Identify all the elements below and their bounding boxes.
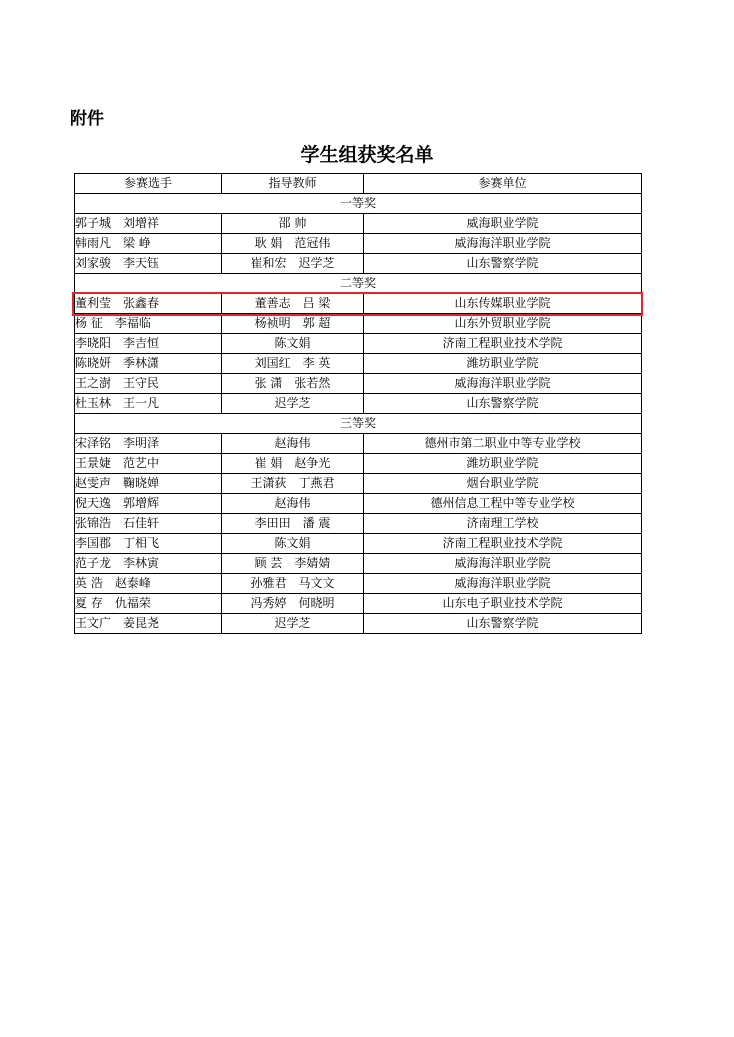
student-name: 王守民 <box>123 376 160 390</box>
teachers-cell <box>222 254 364 274</box>
organization-cell: 济南理工学校 <box>364 514 642 534</box>
table-row <box>75 554 642 574</box>
student-name: 姜昆尧 <box>123 616 160 630</box>
teacher-name: 张若然 <box>294 376 331 390</box>
teacher-name: 潘 震 <box>302 516 331 530</box>
student-name: 李国郡 <box>75 536 112 550</box>
student-name: 王文广 <box>75 616 112 630</box>
teacher-name: 范冠伟 <box>294 236 331 250</box>
teacher-name: 张 潇 <box>254 376 283 390</box>
table-header <box>75 174 642 194</box>
teacher-name: 董善志 <box>254 296 291 310</box>
section-row <box>75 274 642 294</box>
table-body <box>75 194 642 634</box>
teachers-cell <box>222 574 364 594</box>
teacher-name: 马文文 <box>298 576 335 590</box>
teacher-name: 赵海伟 <box>274 496 311 510</box>
teachers-cell <box>222 354 364 374</box>
teacher-name: 陈文娟 <box>274 336 311 350</box>
student-name: 梁 峥 <box>123 236 151 250</box>
student-name: 王景婕 <box>75 456 112 470</box>
teacher-name: 丁燕君 <box>298 476 335 490</box>
students-cell <box>75 394 222 414</box>
teacher-name: 吕 梁 <box>302 296 331 310</box>
student-name: 张锦浩 <box>75 516 112 530</box>
teacher-name: 赵海伟 <box>274 436 311 450</box>
section-label: 二等奖 <box>75 274 642 294</box>
teachers-cell <box>222 494 364 514</box>
teacher-name: 王潇荻 <box>250 476 287 490</box>
student-name: 倪天逸 <box>75 496 112 510</box>
students-cell <box>75 354 222 374</box>
organization-cell: 威海海洋职业学院 <box>364 234 642 254</box>
organization-cell: 威海海洋职业学院 <box>364 374 642 394</box>
teacher-name: 邵 帅 <box>278 216 307 230</box>
table-row <box>75 234 642 254</box>
teachers-cell <box>222 594 364 614</box>
table-row <box>75 354 642 374</box>
section-label: 一等奖 <box>75 194 642 214</box>
student-name: 李晓阳 <box>75 336 112 350</box>
organization-cell: 烟台职业学院 <box>364 474 642 494</box>
organization-cell: 山东警察学院 <box>364 254 642 274</box>
student-name: 季林潇 <box>123 356 160 370</box>
student-name: 李天钰 <box>123 256 160 270</box>
students-cell <box>75 474 222 494</box>
teachers-cell <box>222 614 364 634</box>
teacher-name: 孙雅君 <box>250 576 287 590</box>
students-cell <box>75 614 222 634</box>
student-name: 李吉恒 <box>123 336 160 350</box>
table-row <box>75 294 642 314</box>
students-cell <box>75 434 222 454</box>
student-name: 赵雯声 <box>75 476 112 490</box>
award-table <box>74 173 642 634</box>
student-name: 董利莹 <box>75 296 112 310</box>
student-name: 郭增辉 <box>123 496 160 510</box>
table-row <box>75 594 642 614</box>
student-name: 夏 存 <box>75 596 103 610</box>
student-name: 郭子城 <box>75 216 112 230</box>
teachers-cell <box>222 514 364 534</box>
student-name: 仇福荣 <box>114 596 151 610</box>
table-row <box>75 494 642 514</box>
students-cell <box>75 234 222 254</box>
teacher-name: 李田田 <box>254 516 291 530</box>
attachment-label: 附件 <box>70 109 104 129</box>
table-row <box>75 454 642 474</box>
students-cell <box>75 214 222 234</box>
student-name: 李明泽 <box>123 436 160 450</box>
page-title: 学生组获奖名单 <box>300 144 434 166</box>
teachers-cell <box>222 454 364 474</box>
students-cell <box>75 454 222 474</box>
students-cell <box>75 554 222 574</box>
organization-cell: 济南工程职业技术学院 <box>364 334 642 354</box>
teacher-name: 刘国红 <box>254 356 291 370</box>
header-students: 参赛选手 <box>75 174 222 194</box>
organization-cell: 威海职业学院 <box>364 214 642 234</box>
table-row <box>75 574 642 594</box>
teacher-name: 何晓明 <box>298 596 335 610</box>
student-name: 张鑫春 <box>123 296 160 310</box>
teachers-cell <box>222 294 364 314</box>
teachers-cell <box>222 334 364 354</box>
header-teachers: 指导教师 <box>222 174 364 194</box>
student-name: 刘家骏 <box>75 256 112 270</box>
student-name: 王之澍 <box>75 376 112 390</box>
student-name: 石佳轩 <box>123 516 160 530</box>
teachers-cell <box>222 314 364 334</box>
students-cell <box>75 494 222 514</box>
organization-cell: 威海海洋职业学院 <box>364 554 642 574</box>
student-name: 杜玉林 <box>75 396 112 410</box>
table-row <box>75 374 642 394</box>
teacher-name: 崔 娟 <box>254 456 283 470</box>
organization-cell: 德州信息工程中等专业学校 <box>364 494 642 514</box>
table-row <box>75 614 642 634</box>
student-name: 杨 征 <box>75 316 103 330</box>
header-row <box>75 174 642 194</box>
teachers-cell <box>222 234 364 254</box>
student-name: 范艺中 <box>123 456 160 470</box>
teachers-cell <box>222 214 364 234</box>
organization-cell: 德州市第二职业中等专业学校 <box>364 434 642 454</box>
teachers-cell <box>222 374 364 394</box>
section-label: 三等奖 <box>75 414 642 434</box>
student-name: 范子龙 <box>75 556 112 570</box>
header-organization: 参赛单位 <box>364 174 642 194</box>
table-row <box>75 214 642 234</box>
table-row <box>75 334 642 354</box>
table-row <box>75 394 642 414</box>
students-cell <box>75 334 222 354</box>
students-cell <box>75 574 222 594</box>
student-name: 刘增祥 <box>123 216 160 230</box>
students-cell <box>75 314 222 334</box>
student-name: 李福临 <box>114 316 151 330</box>
teacher-name: 顾 芸 <box>254 556 283 570</box>
student-name: 韩雨凡 <box>75 236 112 250</box>
section-row <box>75 414 642 434</box>
table-row <box>75 514 642 534</box>
organization-cell: 潍坊职业学院 <box>364 354 642 374</box>
organization-cell: 山东电子职业技术学院 <box>364 594 642 614</box>
student-name: 李林寅 <box>123 556 160 570</box>
teacher-name: 陈文娟 <box>274 536 311 550</box>
teachers-cell <box>222 534 364 554</box>
teacher-name: 赵争光 <box>294 456 331 470</box>
students-cell <box>75 514 222 534</box>
student-name: 英 浩 <box>75 576 103 590</box>
teacher-name: 郭 超 <box>302 316 331 330</box>
teacher-name: 崔和宏 <box>250 256 287 270</box>
organization-cell: 山东传媒职业学院 <box>364 294 642 314</box>
section-row <box>75 194 642 214</box>
teachers-cell <box>222 474 364 494</box>
teacher-name: 冯秀婷 <box>250 596 287 610</box>
organization-cell: 山东警察学院 <box>364 394 642 414</box>
student-name: 鞠晓婵 <box>123 476 160 490</box>
table-row <box>75 434 642 454</box>
teacher-name: 耿 娟 <box>254 236 283 250</box>
teacher-name: 李婧婧 <box>294 556 331 570</box>
table-row <box>75 314 642 334</box>
organization-cell: 山东警察学院 <box>364 614 642 634</box>
student-name: 赵泰峰 <box>114 576 151 590</box>
teacher-name: 杨祯明 <box>254 316 291 330</box>
students-cell <box>75 294 222 314</box>
student-name: 宋泽铭 <box>75 436 112 450</box>
student-name: 丁相飞 <box>123 536 160 550</box>
student-name: 陈晓妍 <box>75 356 112 370</box>
student-name: 王一凡 <box>123 396 160 410</box>
teacher-name: 李 英 <box>302 356 331 370</box>
teacher-name: 迟学芝 <box>274 396 311 410</box>
organization-cell: 山东外贸职业学院 <box>364 314 642 334</box>
students-cell <box>75 374 222 394</box>
table-row <box>75 474 642 494</box>
students-cell <box>75 534 222 554</box>
teacher-name: 迟学芝 <box>274 616 311 630</box>
organization-cell: 威海海洋职业学院 <box>364 574 642 594</box>
teachers-cell <box>222 394 364 414</box>
teacher-name: 迟学芝 <box>298 256 335 270</box>
organization-cell: 潍坊职业学院 <box>364 454 642 474</box>
students-cell <box>75 594 222 614</box>
teachers-cell <box>222 554 364 574</box>
teachers-cell <box>222 434 364 454</box>
organization-cell: 济南工程职业技术学院 <box>364 534 642 554</box>
students-cell <box>75 254 222 274</box>
table-row <box>75 254 642 274</box>
table-row <box>75 534 642 554</box>
